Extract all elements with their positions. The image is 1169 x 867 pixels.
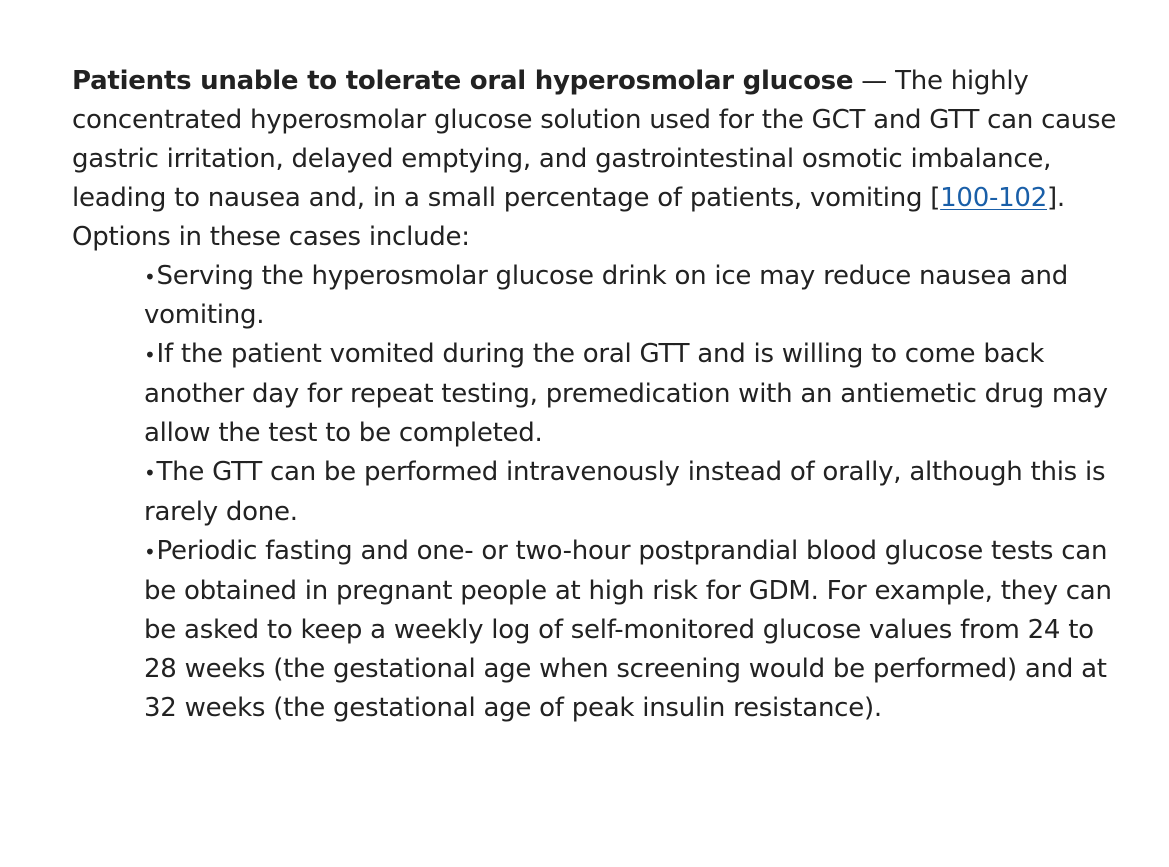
reference-close-bracket: ]	[1047, 182, 1057, 213]
list-item-text: The GTT can be performed intravenously instead of orally, although this is rarely done.	[144, 457, 1106, 527]
bullet-icon: •	[144, 264, 156, 289]
list-item	[144, 532, 1132, 728]
heading-dash: —	[853, 66, 896, 96]
list-item-text: If the patient vomited during the oral GTT and is willing to come back another day for repeat testing, premedication with an antiemetic drug may allow the test to be completed.	[144, 339, 1108, 449]
list-item	[144, 335, 1132, 453]
list-item	[144, 453, 1132, 532]
reference-link[interactable]: 100-102	[940, 182, 1048, 213]
bullet-icon: •	[144, 343, 156, 368]
bullet-icon: •	[144, 539, 156, 564]
options-list	[72, 257, 1132, 728]
list-item-text: Serving the hyperosmolar glucose drink on ice may reduce nausea and vomiting.	[144, 260, 1069, 331]
reference-open-bracket: [	[930, 182, 941, 213]
intro-paragraph	[72, 62, 1132, 257]
bullet-icon: •	[144, 461, 156, 486]
section-heading: Patients unable to tolerate oral hyperosmolar glucose	[72, 66, 854, 96]
article-content	[72, 62, 1132, 727]
intro-trailing-text: . Options in these cases include:	[72, 182, 1065, 252]
intro-body-text: The highly concentrated hyperosmolar glucose solution used for the GCT and GTT can cause gastric irritation, delayed emptying, and gastrointestinal osmotic imbalance, leading to nausea and, in a small percentage of patients, vomiting	[72, 66, 1117, 213]
list-item	[144, 257, 1132, 336]
list-item-text: Periodic fasting and one- or two-hour postprandial blood glucose tests can be obtained in pregnant people at high risk for GDM. For example, they can be asked to keep a weekly log of self-monitored glucose values from 24 to 28 weeks (the gestational age when screening would be performed) and at 32 weeks (the gestational age of peak insulin resistance).	[144, 535, 1112, 723]
